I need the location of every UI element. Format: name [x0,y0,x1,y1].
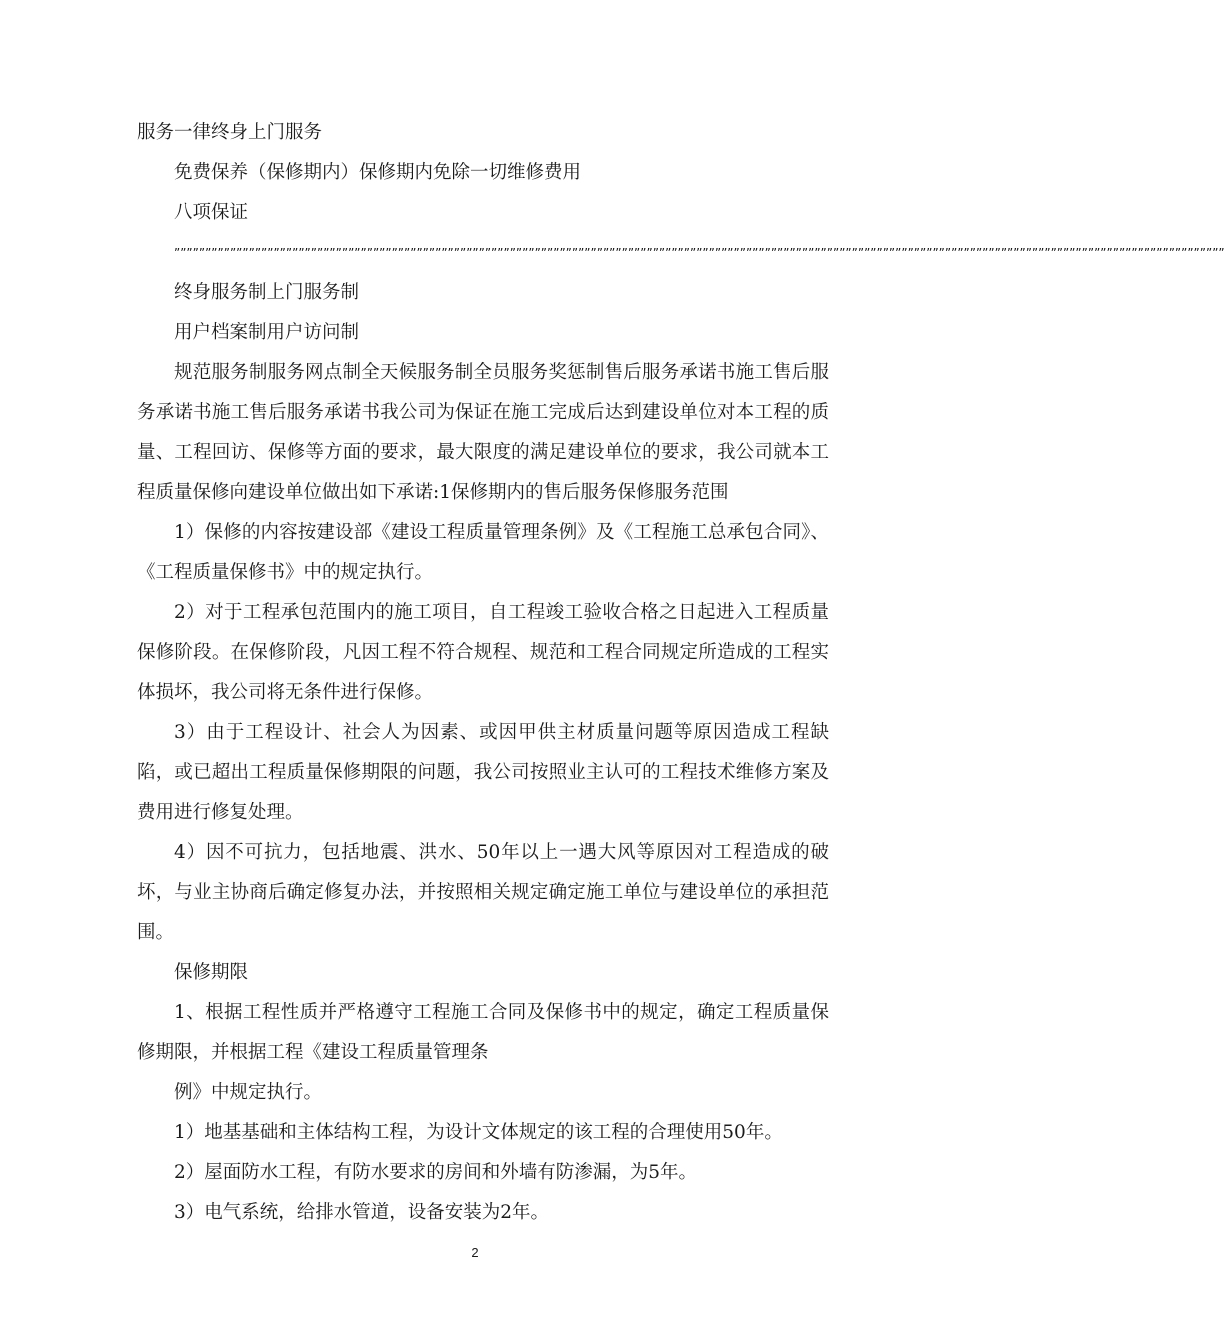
section-heading-warranty-period: 保修期限 [174,962,249,983]
document-body [137,113,1225,1233]
page-number: 2 [471,1245,479,1260]
text-line-roof-waterproofing: 2）屋面防水工程，有防水要求的房间和外墙有防渗漏，为5年。 [174,1162,698,1183]
paragraph-item-4: 4）因不可抗力，包括地震、洪水、50年以上一遇大风等原因对工程造成的破坏，与业主协商后确定修复办法，并按照相关规定确定施工单位与建设单位的承担范围。 [137,842,829,943]
text-line-lifetime-service: 终身服务制上门服务制 [174,282,360,303]
paragraph-item-3: 3）由于工程设计、社会人为因素、或因甲供主材质量问题等原因造成工程缺陷，或已超出工程质量保修期限的问题，我公司按照业主认可的工程技术维修方案及费用进行修复处理。 [137,722,829,823]
text-line-free-maintenance: 免费保养（保修期内）保修期内免除一切维修费用 [174,162,582,183]
paragraph-commitment: 规范服务制服务网点制全天候服务制全员服务奖惩制售后服务承诺书施工售后服务承诺书施工售后服务承诺书我公司为保证在施工完成后达到建设单位对本工程的质量、工程回访、保修等方面的要求，最大限度的满足建设单位的要求，我公司就本工程质量保修向建设单位做出如下承诺:1保修期内的售后服务保修服务范围 [137,362,829,503]
text-line-regulation-continuation: 例》中规定执行。 [174,1082,323,1103]
paragraph-item-2: 2）对于工程承包范围内的施工项目，自工程竣工验收合格之日起进入工程质量保修阶段。在保修阶段，凡因工程不符合规程、规范和工程合同规定所造成的工程实体损坏，我公司将无条件进行保修。 [137,602,829,703]
text-line-service-for-life: 服务一律终身上门服务 [137,122,323,143]
text-line-foundation-structure: 1）地基基础和主体结构工程，为设计文体规定的该工程的合理使用50年。 [174,1122,783,1143]
paragraph-warranty-period-rule: 1、根据工程性质并严格遵守工程施工合同及保修书中的规定，确定工程质量保修期限，并根据工程《建设工程质量管理条 [137,1002,829,1063]
text-line-eight-guarantees: 八项保证 [174,202,249,223]
text-line-user-records: 用户档案制用户访问制 [174,322,360,343]
dotted-separator: ””””””””””””””””””””””””””””””””””””””””””””””””””””””””””””””””””””””””””””””””””””””””””””””””””””””””””””””””””””””””””””””””””””””””””””””””””””””””””””””””””””””””” [174,246,1225,260]
paragraph-item-1: 1）保修的内容按建设部《建设工程质量管理条例》及《工程施工总承包合同》、《工程质量保修书》中的规定执行。 [137,522,829,583]
text-line-electrical-plumbing: 3）电气系统，给排水管道，设备安装为2年。 [174,1202,550,1223]
